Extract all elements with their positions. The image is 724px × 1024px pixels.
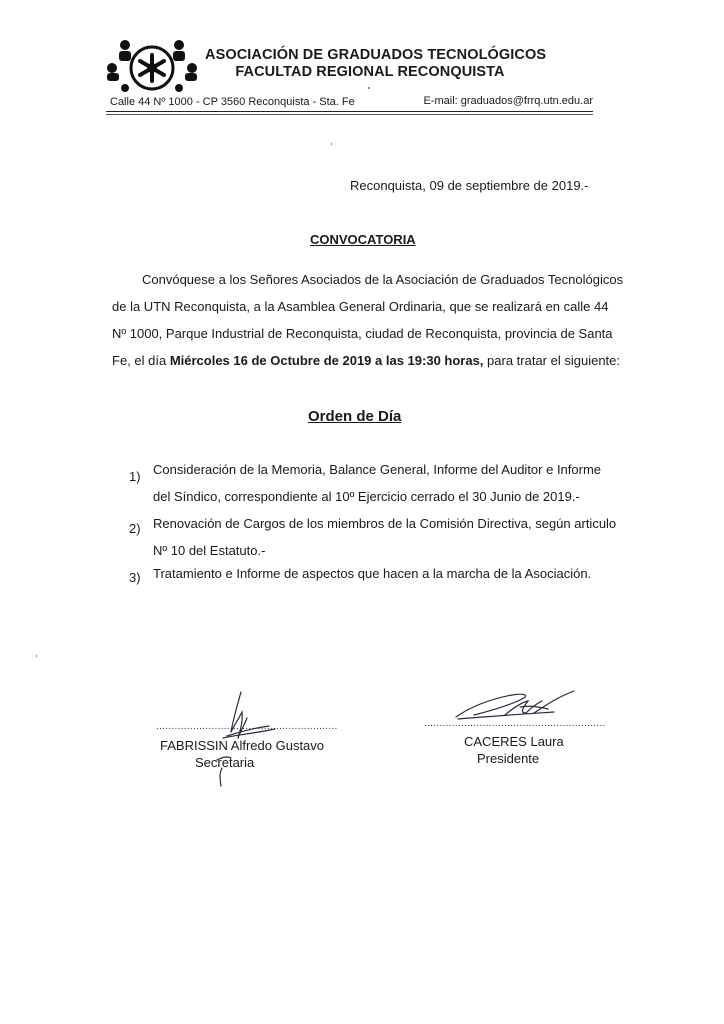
header-rule-thin <box>106 114 593 115</box>
address-text: Calle 44 Nº 1000 - CP 3560 Reconquista - Sta. Fe <box>110 96 355 108</box>
paragraph-line: de la UTN Reconquista, a la Asamblea General Ordinaria, que se realizará en calle 44 <box>112 299 609 314</box>
paragraph-line: Convóquese a los Señores Asociados de la Asociación de Graduados Tecnológicos <box>142 272 624 287</box>
document-title: CONVOCATORIA <box>310 232 416 247</box>
signer-role-right: Presidente <box>477 751 540 766</box>
signer-name-left: FABRISSIN Alfredo Gustavo <box>160 738 325 753</box>
agenda-item-text: del Síndico, correspondiente al 10º Ejercicio cerrado el 30 Junio de 2019.- <box>153 489 580 504</box>
paragraph-text: para tratar el siguiente: <box>483 353 620 368</box>
organization-name-line2: FACULTAD REGIONAL RECONQUISTA <box>235 64 505 80</box>
organization-name-line1: ASOCIACIÓN DE GRADUADOS TECNOLÓGICOS <box>205 47 547 63</box>
scan-speck <box>36 655 37 657</box>
meeting-date-highlight: Miércoles 16 de Octubre de 2019 a las 19:30 horas, <box>169 353 484 368</box>
paragraph-text: Fe, el día <box>112 353 170 368</box>
agenda-item-text: Tratamiento e Informe de aspectos que hacen a la marcha de la Asociación. <box>153 566 592 581</box>
agenda-item-number: 2) <box>129 521 141 536</box>
agenda-item-text: Renovación de Cargos de los miembros de la Comisión Directiva, según articulo <box>153 516 617 531</box>
association-logo-icon <box>106 38 198 92</box>
agenda-item-text: Nº 10 del Estatuto.- <box>153 543 266 558</box>
paragraph-line: Nº 1000, Parque Industrial de Reconquista, ciudad de Reconquista, provincia de Santa <box>112 326 613 341</box>
header-rule <box>106 111 593 112</box>
organization-name <box>205 47 547 81</box>
agenda-item-number: 3) <box>129 570 141 585</box>
scan-speck <box>368 87 370 89</box>
paragraph-line <box>112 353 620 368</box>
email-text: E-mail: graduados@frrq.utn.edu.ar <box>423 95 593 107</box>
signer-role-left: Secretaria <box>195 755 255 770</box>
agenda-item-number: 1) <box>129 469 141 484</box>
agenda-title: Orden de Día <box>308 408 402 425</box>
scan-speck <box>331 143 332 145</box>
signature-line-right: ........................................................... <box>424 718 606 729</box>
signature-line-left: ........................................................... <box>156 721 338 732</box>
date-line: Reconquista, 09 de septiembre de 2019.- <box>350 178 589 193</box>
signer-name-right: CACERES Laura <box>464 734 564 749</box>
agenda-item-text: Consideración de la Memoria, Balance General, Informe del Auditor e Informe <box>153 462 602 477</box>
